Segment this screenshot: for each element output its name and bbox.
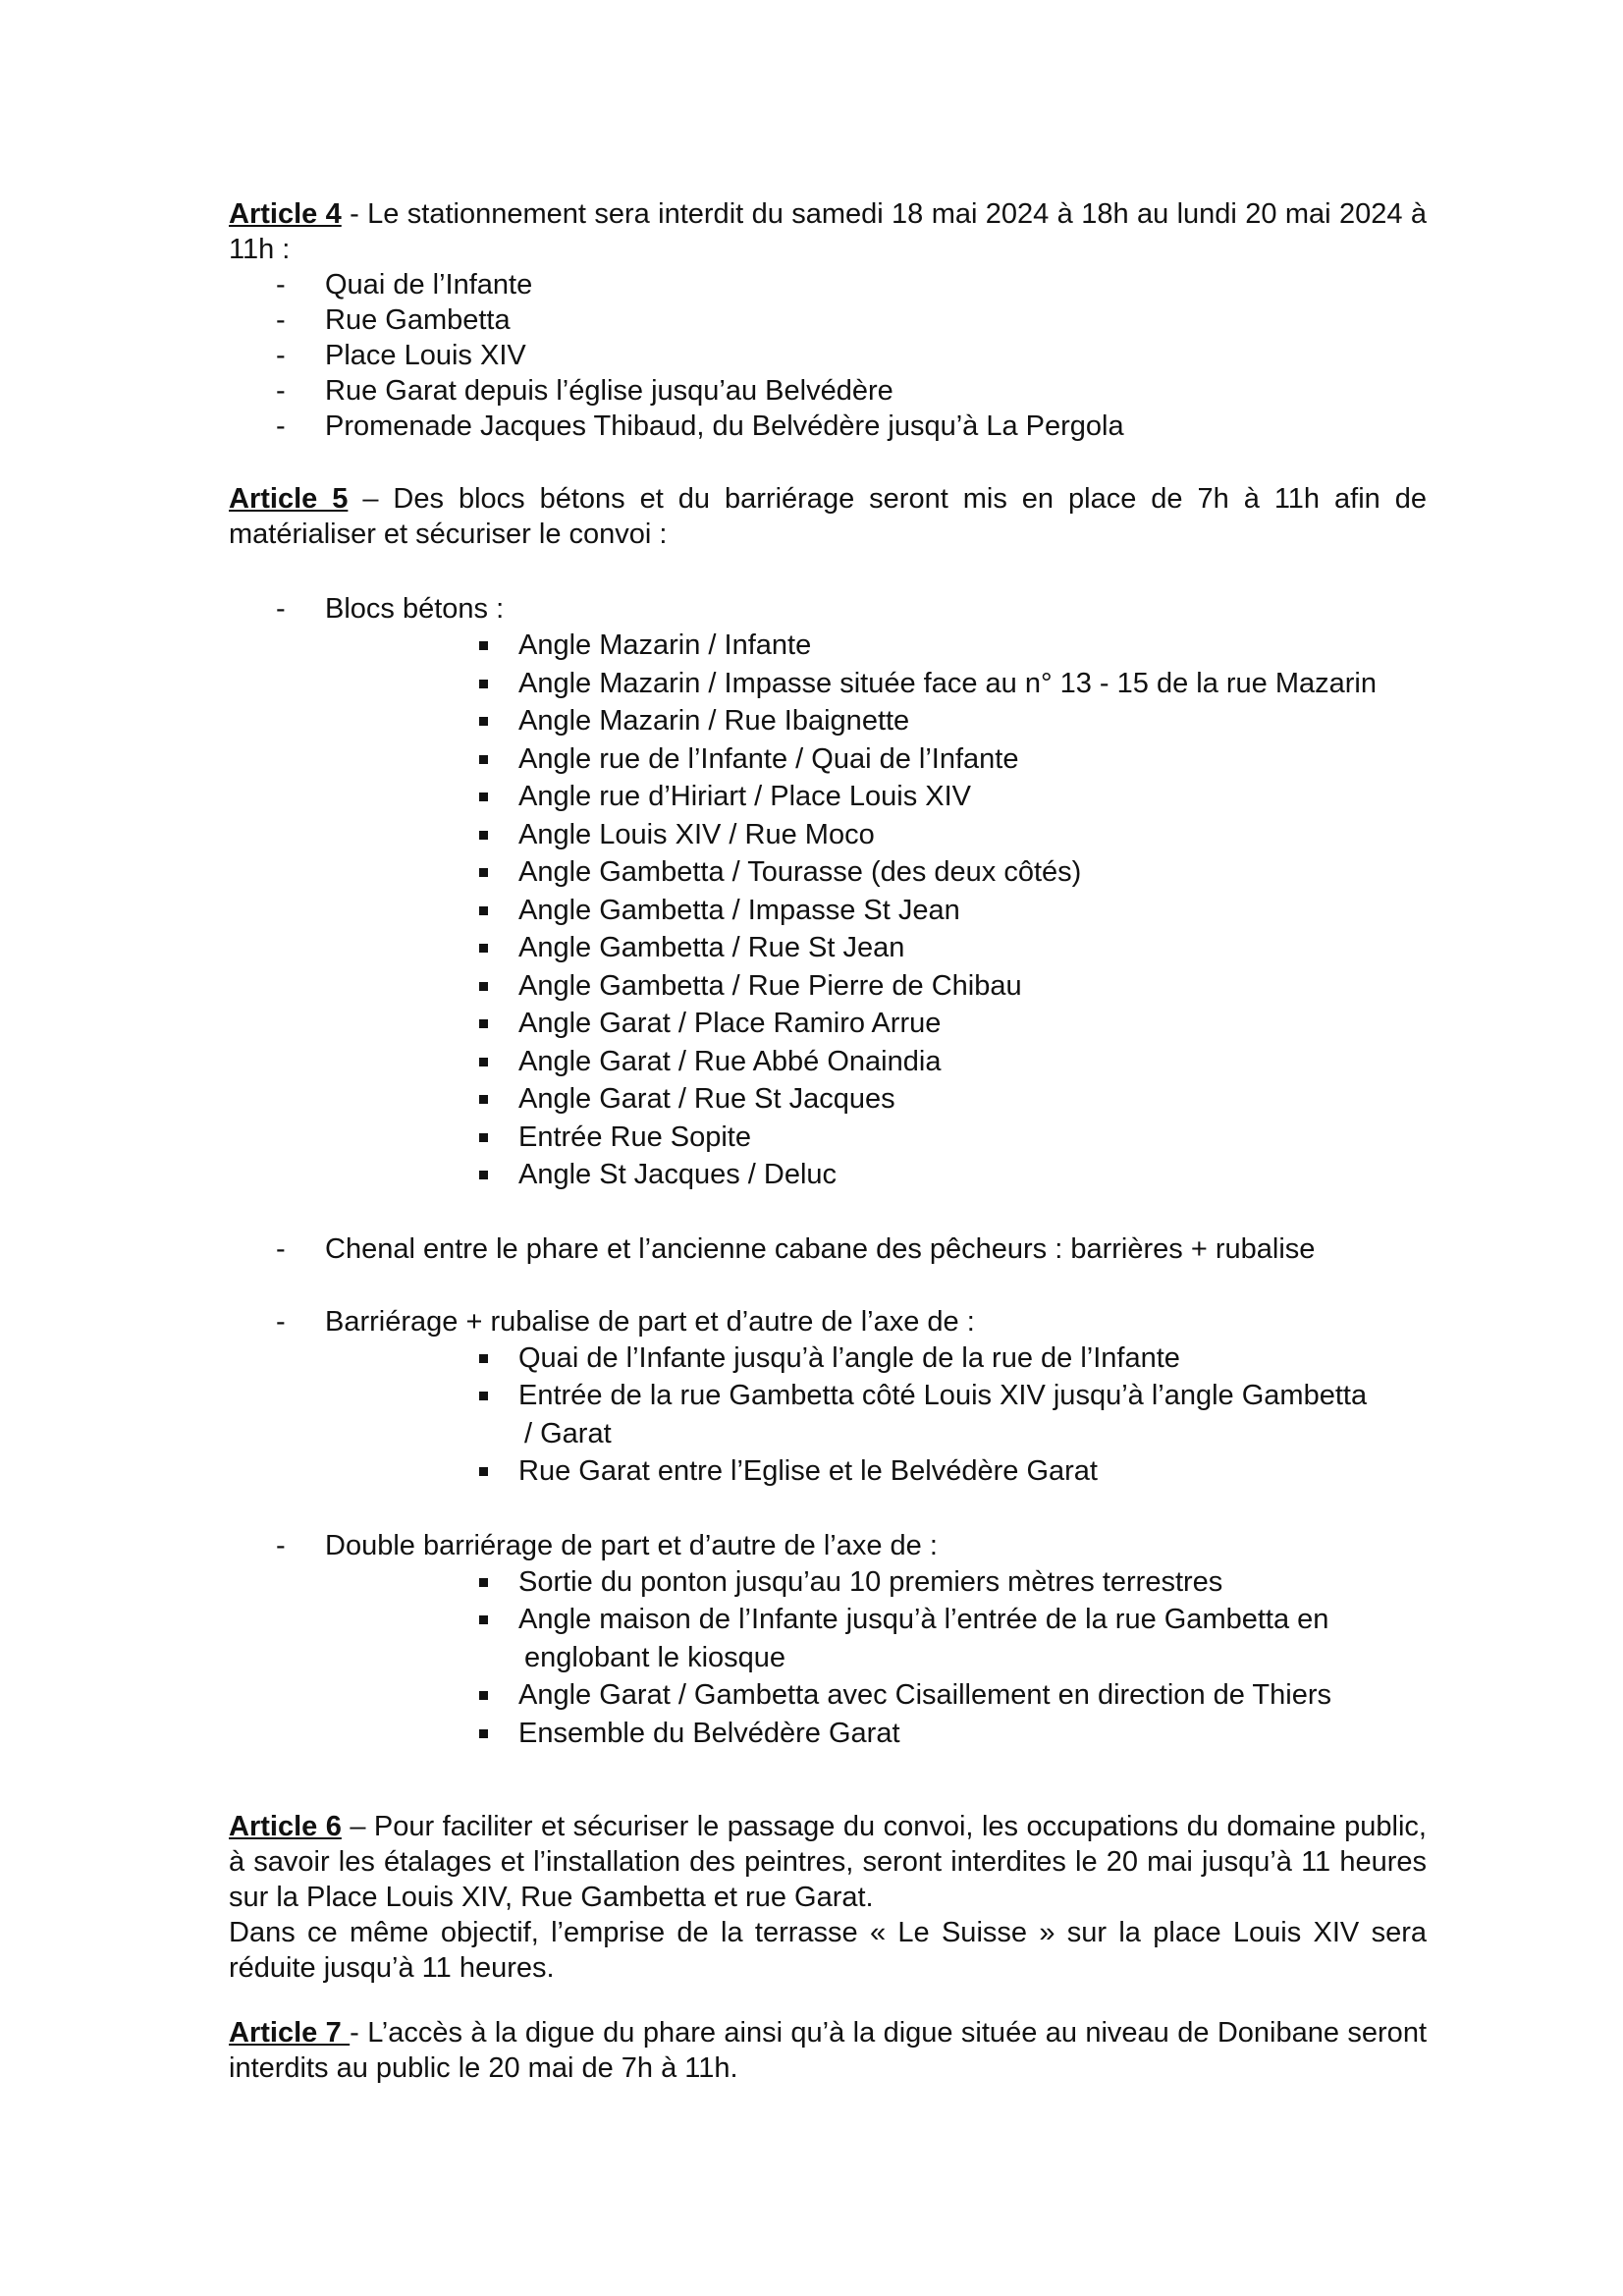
article-5-label: Article 5 [229,483,349,515]
article-4-paragraph [229,196,1427,267]
barriere-item: Rue Garat entre l’Eglise et le Belvédère Garat [229,1452,1427,1491]
article-5-paragraph [229,481,1427,552]
blocs-item: Angle rue d’Hiriart / Place Louis XIV [229,778,1427,816]
blocs-item: Angle Mazarin / Impasse située face au n° 13 - 15 de la rue Mazarin [229,665,1427,703]
article-4-list [229,267,1427,444]
double-heading: - Double barriérage de part et d’autre de l’axe de : [229,1528,1427,1563]
barriere-item: Entrée de la rue Gambetta côté Louis XIV jusqu’à l’angle Gambetta / Garat [229,1377,1427,1452]
article-6-paragraph-2: Dans ce même objectif, l’emprise de la terrasse « Le Suisse » sur la place Louis XIV sera réduite jusqu’à 11 heures. [229,1917,1427,1984]
blocs-item: Angle Gambetta / Rue Pierre de Chibau [229,967,1427,1006]
barriere-heading: - Barriérage + rubalise de part et d’autre de l’axe de : [229,1304,1427,1339]
blocs-heading: - Blocs bétons : [229,591,1427,627]
article-5-text: – Des blocs bétons et du barriérage seront mis en place de 7h à 11h afin de matérialiser et sécuriser le convoi : [229,483,1427,550]
blocs-list [229,627,1427,1194]
article-6-label: Article 6 [229,1811,342,1842]
barriere-item: Quai de l’Infante jusqu’à l’angle de la rue de l’Infante [229,1339,1427,1378]
article-7-label: Article 7 [229,2017,351,2049]
parking-item: - Rue Garat depuis l’église jusqu’au Belvédère [229,373,1427,409]
blocs-item: Angle Louis XIV / Rue Moco [229,816,1427,854]
article-7-text: - L’accès à la digue du phare ainsi qu’à la digue située au niveau de Donibane seront interdits au public le 20 mai de 7h à 11h. [229,2017,1427,2084]
blocs-item: Angle Gambetta / Impasse St Jean [229,892,1427,930]
blocs-item: Angle rue de l’Infante / Quai de l’Infante [229,740,1427,779]
double-item: Angle Garat / Gambetta avec Cisaillement en direction de Thiers [229,1676,1427,1715]
article-6-text: – Pour faciliter et sécuriser le passage du convoi, les occupations du domaine public, à savoir les étalages et l’installation des peintres, seront interdites le 20 mai jusqu’à 11 heures sur la Place Louis XIV, Rue Gambetta et rue Garat. [229,1811,1427,1913]
blocs-item: Angle Mazarin / Infante [229,627,1427,665]
blocs-item: Angle Garat / Rue St Jacques [229,1080,1427,1119]
article-4-label: Article 4 [229,198,342,230]
barriere-list [229,1339,1427,1491]
article-4-text: - Le stationnement sera interdit du samedi 18 mai 2024 à 18h au lundi 20 mai 2024 à 11h : [229,198,1427,265]
parking-item: - Place Louis XIV [229,338,1427,373]
blocs-item: Entrée Rue Sopite [229,1119,1427,1157]
parking-item: - Quai de l’Infante [229,267,1427,302]
parking-item: - Rue Gambetta [229,302,1427,338]
blocs-item: Angle Gambetta / Tourasse (des deux côtés) [229,853,1427,892]
article-6-paragraph [229,1809,1427,1915]
chenal-item: - Chenal entre le phare et l’ancienne cabane des pêcheurs : barrières + rubalise [229,1231,1427,1267]
double-list [229,1563,1427,1753]
blocs-item: Angle Garat / Rue Abbé Onaindia [229,1043,1427,1081]
double-item: Angle maison de l’Infante jusqu’à l’entrée de la rue Gambetta en englobant le kiosque [229,1601,1427,1676]
blocs-item: Angle Gambetta / Rue St Jean [229,929,1427,967]
blocs-item: Angle St Jacques / Deluc [229,1156,1427,1194]
double-item: Sortie du ponton jusqu’au 10 premiers mètres terrestres [229,1563,1427,1602]
document-page [229,196,1427,2086]
blocs-item: Angle Mazarin / Rue Ibaignette [229,702,1427,740]
parking-item: - Promenade Jacques Thibaud, du Belvédère jusqu’à La Pergola [229,409,1427,444]
article-7-paragraph [229,2015,1427,2086]
double-item: Ensemble du Belvédère Garat [229,1715,1427,1753]
blocs-item: Angle Garat / Place Ramiro Arrue [229,1005,1427,1043]
